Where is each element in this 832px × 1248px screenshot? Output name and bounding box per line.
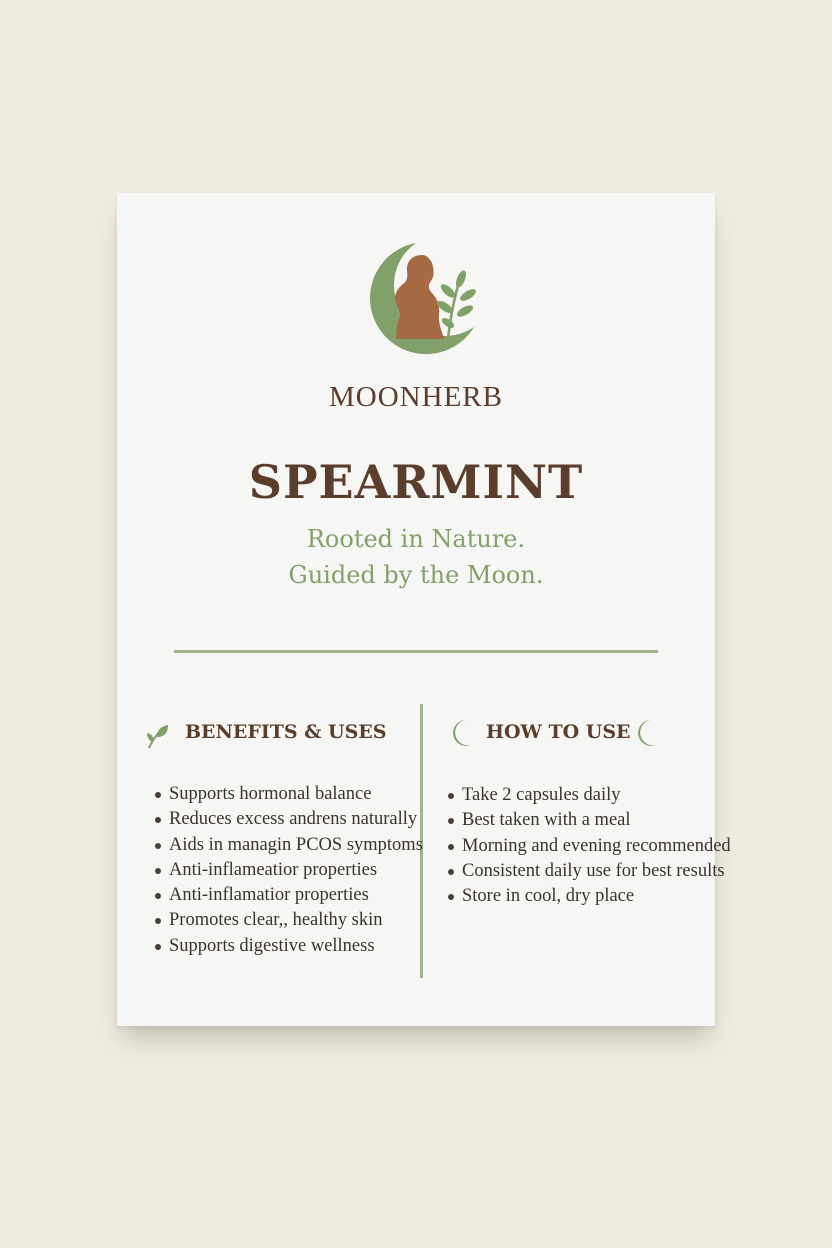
tagline-line-1: Rooted in Nature.: [306, 525, 526, 553]
list-item: Best taken with a meal: [446, 808, 731, 833]
benefits-list: [153, 782, 423, 959]
leaf-icon: [146, 724, 170, 750]
crescent-moon-icon: [451, 719, 473, 747]
horizontal-divider: [174, 650, 658, 653]
list-item: Reduces excess andrens naturally: [153, 807, 423, 832]
brand-name: MOONHERB: [329, 381, 503, 413]
benefits-heading: BENEFITS & USES: [185, 721, 387, 743]
list-item: Anti-inflamatior properties: [153, 883, 423, 908]
list-item: Anti-inflameatior properties: [153, 858, 423, 883]
moonherb-logo: [356, 239, 478, 355]
list-item: Take 2 capsules daily: [446, 783, 731, 808]
list-item: Consistent daily use for best results: [446, 859, 731, 884]
tagline-line-2: Guided by the Moon.: [288, 561, 544, 589]
list-item: Supports hormonal balance: [153, 782, 423, 807]
product-label-card: [117, 193, 731, 1026]
crescent-moon-icon: [636, 719, 658, 747]
list-item: Aids in managin PCOS symptoms: [153, 833, 423, 858]
list-item: Supports digestive wellness: [153, 934, 423, 959]
list-item: Morning and evening recommended: [446, 834, 731, 859]
list-item: Promotes clear,, healthy skin: [153, 908, 423, 933]
product-title: SPEARMINT: [248, 455, 584, 509]
list-item: Store in cool, dry place: [446, 884, 731, 909]
how-to-use-heading: HOW TO USE: [486, 721, 631, 743]
how-to-use-list: [446, 783, 731, 909]
